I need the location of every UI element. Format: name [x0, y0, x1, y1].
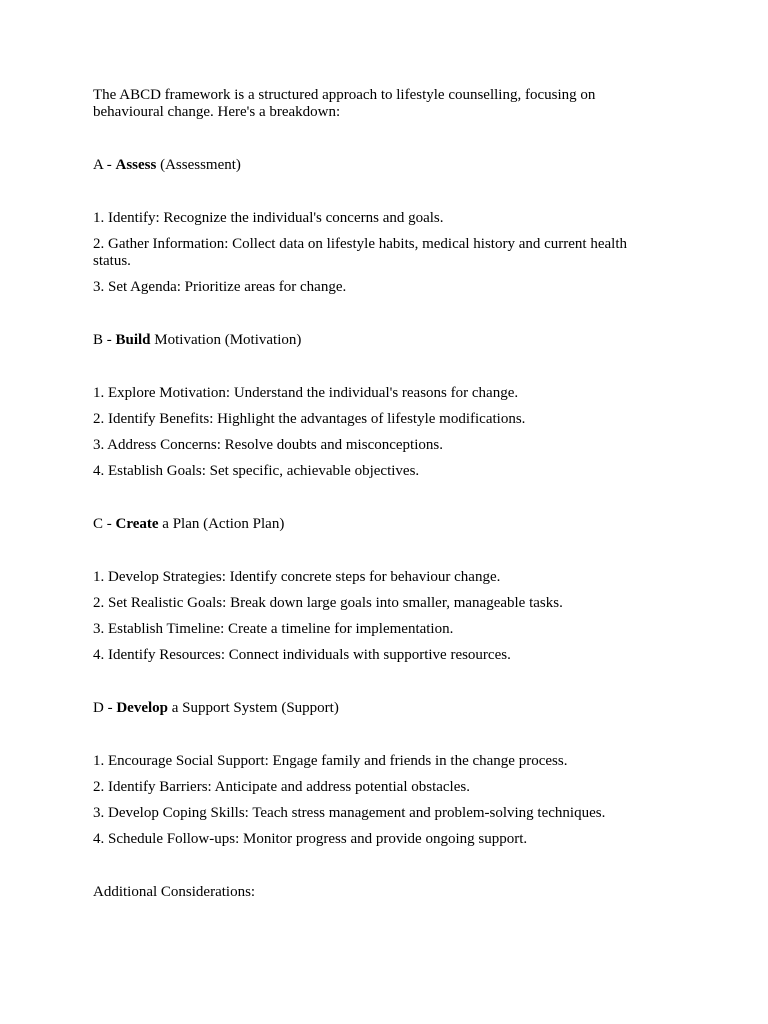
- document-page: [93, 87, 663, 901]
- list-item: 2. Set Realistic Goals: Break down large goals into smaller, manageable tasks.: [93, 595, 563, 611]
- section-list-create: [93, 569, 663, 664]
- section-subtitle: a Support System (Support): [168, 700, 339, 716]
- section-keyword: Build: [115, 332, 151, 348]
- section-keyword: Assess: [115, 157, 157, 173]
- list-item: 4. Establish Goals: Set specific, achievable objectives.: [93, 463, 420, 479]
- section-list-develop: [93, 753, 663, 848]
- section-subtitle: a Plan (Action Plan): [158, 516, 285, 532]
- section-list-build: [93, 385, 663, 480]
- section-keyword: Create: [115, 516, 159, 532]
- section-subtitle: (Assessment): [156, 157, 241, 173]
- list-item: 1. Identify: Recognize the individual's concerns and goals.: [93, 210, 444, 226]
- list-item: 4. Identify Resources: Connect individuals with supportive resources.: [93, 647, 511, 663]
- list-item: 3. Develop Coping Skills: Teach stress management and problem-solving techniques.: [93, 805, 606, 821]
- list-item: 1. Develop Strategies: Identify concrete steps for behaviour change.: [93, 569, 501, 585]
- section-list-assess: [93, 210, 663, 296]
- section-subtitle: Motivation (Motivation): [150, 332, 302, 348]
- intro-paragraph: The ABCD framework is a structured approach to lifestyle counselling, focusing on behavioural change. Here's a breakdown:: [93, 87, 596, 120]
- list-item: 2. Identify Benefits: Highlight the advantages of lifestyle modifications.: [93, 411, 526, 427]
- list-item: 2. Gather Information: Collect data on lifestyle habits, medical history and current health status.: [93, 236, 628, 269]
- section-heading-create: [93, 516, 663, 533]
- list-item: 1. Explore Motivation: Understand the individual's reasons for change.: [93, 385, 519, 401]
- section-heading-assess: [93, 157, 663, 174]
- list-item: 1. Encourage Social Support: Engage family and friends in the change process.: [93, 753, 568, 769]
- list-item: 2. Identify Barriers: Anticipate and address potential obstacles.: [93, 779, 470, 795]
- section-letter: D -: [93, 700, 117, 716]
- section-heading-build: [93, 332, 663, 349]
- additional-considerations-heading: Additional Considerations:: [93, 884, 256, 900]
- section-keyword: Develop: [116, 700, 168, 716]
- section-heading-develop: [93, 700, 663, 717]
- list-item: 3. Establish Timeline: Create a timeline for implementation.: [93, 621, 454, 637]
- section-letter: B -: [93, 332, 116, 348]
- list-item: 4. Schedule Follow-ups: Monitor progress and provide ongoing support.: [93, 831, 528, 847]
- list-item: 3. Set Agenda: Prioritize areas for change.: [93, 279, 347, 295]
- list-item: 3. Address Concerns: Resolve doubts and misconceptions.: [93, 437, 443, 453]
- section-letter: A -: [93, 157, 116, 173]
- section-letter: C -: [93, 516, 116, 532]
